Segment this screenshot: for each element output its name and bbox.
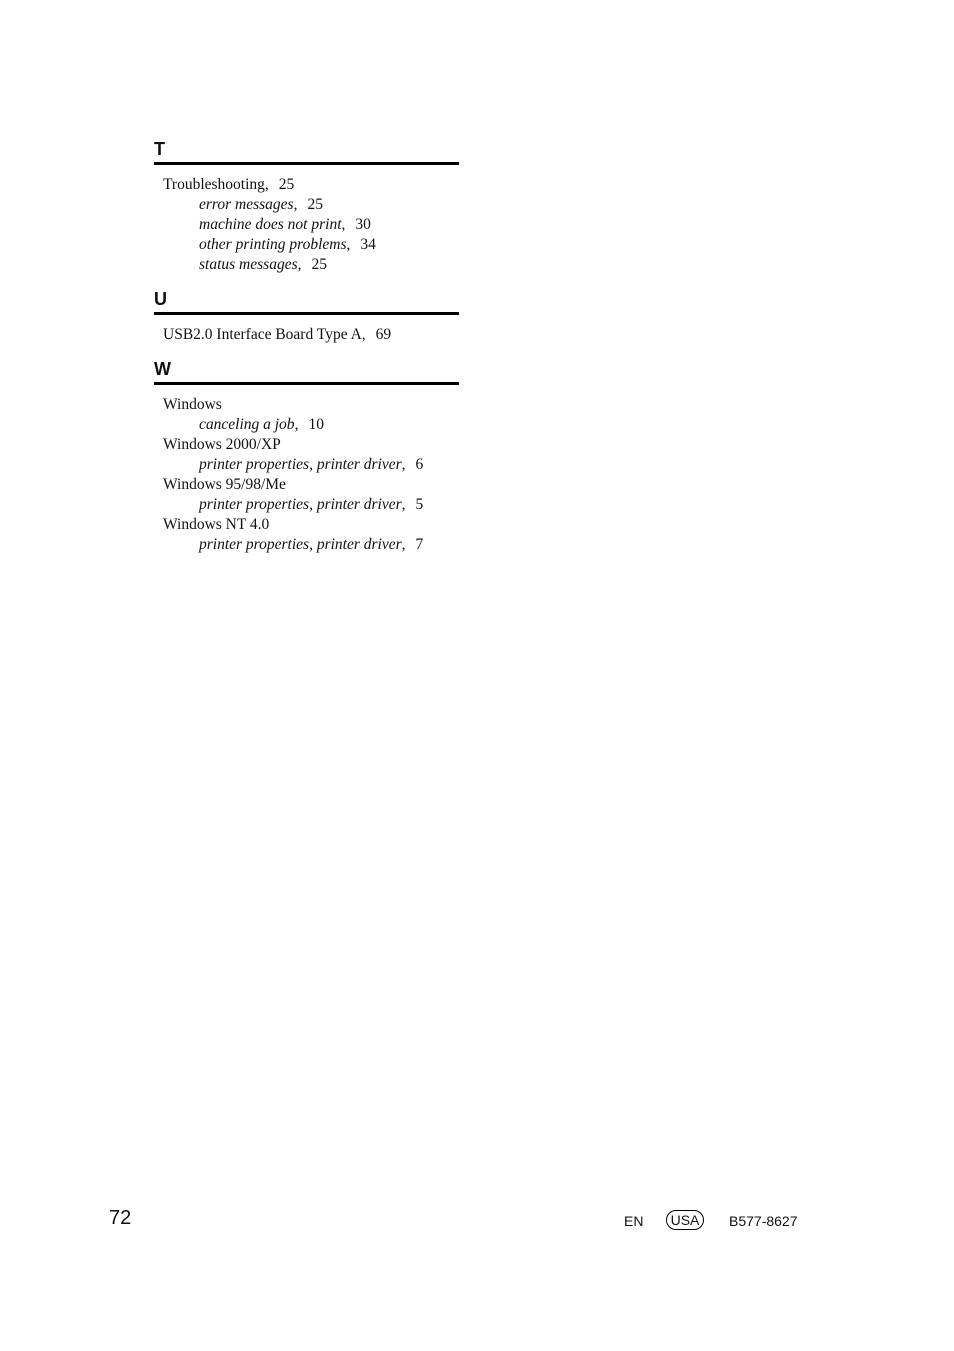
entry-term: USB2.0 Interface Board Type A: [163, 326, 362, 343]
index-subentry: error messages, 25: [199, 196, 323, 213]
index-subentry: printer properties, printer driver, 6: [199, 456, 424, 473]
index-subentry: printer properties, printer driver, 7: [199, 536, 424, 553]
index-column: [154, 138, 459, 568]
page-reference[interactable]: 30: [355, 216, 371, 233]
entry-term: Windows NT 4.0: [163, 516, 270, 533]
index-entries: [154, 315, 459, 345]
page-reference[interactable]: 10: [308, 416, 324, 433]
index-section-t: [154, 138, 459, 275]
index-entry: [163, 475, 459, 495]
index-section-u: [154, 288, 459, 345]
page-reference[interactable]: 6: [415, 456, 424, 473]
index-entry: [163, 435, 459, 455]
subentry-term: error messages: [199, 196, 294, 213]
index-entry: [163, 395, 459, 415]
document-code: B577-8627: [729, 1213, 798, 1229]
page-reference[interactable]: 25: [307, 196, 323, 213]
entry-term: Windows 2000/XP: [163, 436, 281, 453]
index-subentry: machine does not print, 30: [199, 216, 371, 233]
subentry-term: other printing problems: [199, 236, 347, 253]
page-reference[interactable]: 25: [278, 176, 295, 193]
page-number: 72: [109, 1207, 132, 1229]
page-reference[interactable]: 25: [311, 256, 327, 273]
region-badge: USA: [666, 1210, 704, 1230]
entry-term: Windows: [163, 396, 222, 413]
index-entries: [154, 165, 459, 275]
page-reference[interactable]: 34: [360, 236, 376, 253]
subentry-term: printer properties, printer driver: [199, 456, 402, 473]
section-letter: T: [154, 138, 459, 165]
page-reference[interactable]: 69: [375, 326, 392, 343]
language-code: EN: [624, 1213, 644, 1229]
entry-term: Windows 95/98/Me: [163, 476, 286, 493]
section-letter: W: [154, 358, 459, 385]
page-reference[interactable]: 5: [415, 496, 424, 513]
entry-term: Troubleshooting: [163, 176, 265, 193]
subentry-term: printer properties, printer driver: [199, 496, 402, 513]
section-letter: U: [154, 288, 459, 315]
index-subentry: other printing problems, 34: [199, 236, 376, 253]
subentry-term: machine does not print: [199, 216, 342, 233]
index-subentry: printer properties, printer driver, 5: [199, 496, 424, 513]
index-subentry: status messages, 25: [199, 256, 327, 273]
page-reference[interactable]: 7: [415, 536, 424, 553]
page-footer: [0, 1205, 954, 1235]
index-entry: Troubleshooting, 25: [163, 176, 295, 193]
subentry-term: status messages: [199, 256, 298, 273]
subentry-term: printer properties, printer driver: [199, 536, 402, 553]
index-entries: [154, 385, 459, 555]
subentry-term: canceling a job: [199, 416, 295, 433]
index-entry: USB2.0 Interface Board Type A, 69: [163, 326, 392, 343]
index-entry: [163, 515, 459, 535]
index-subentry: canceling a job, 10: [199, 416, 324, 433]
index-section-w: [154, 358, 459, 555]
